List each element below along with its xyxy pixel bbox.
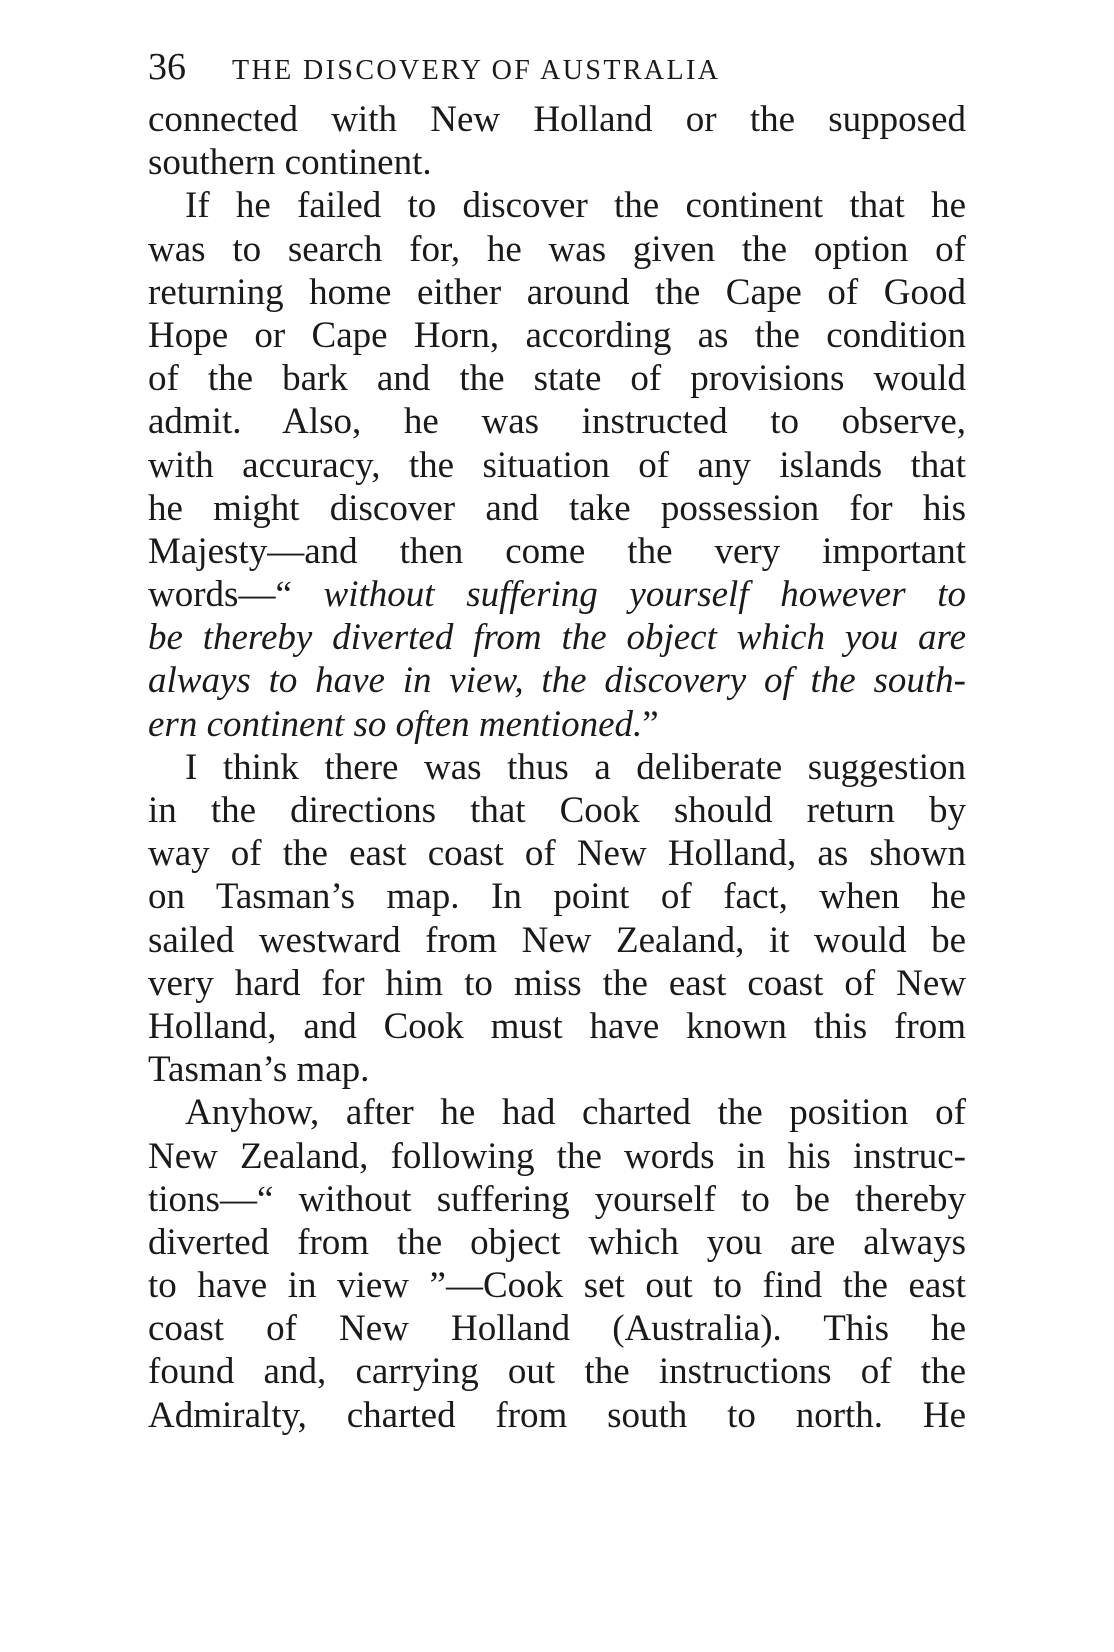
text-line: Hope or Cape Horn, according as the condition	[148, 314, 966, 356]
text-line: Tasman’s map.	[148, 1049, 370, 1091]
text-line: admit. Also, he was instructed to observe,	[148, 401, 966, 443]
text-line: he might discover and take possession for his	[148, 487, 966, 529]
text-line: sailed westward from New Zealand, it would be	[148, 919, 966, 961]
text-line: found and, carrying out the instructions of the	[148, 1351, 966, 1393]
text-line: tions—“ without suffering yourself to be thereby	[148, 1178, 966, 1220]
text-line	[148, 703, 966, 746]
text-line: I think there was thus a deliberate suggestion	[185, 746, 966, 788]
text-line: coast of New Holland (Australia). This he	[148, 1308, 966, 1350]
text-line: southern continent.	[148, 142, 432, 184]
text-line: Majesty—and then come the very important	[148, 530, 966, 572]
text-line: diverted from the object which you are always	[148, 1221, 966, 1263]
text-line: in the directions that Cook should return by	[148, 790, 966, 831]
body-text	[148, 98, 966, 1437]
text-line	[148, 573, 966, 616]
page-header	[148, 46, 966, 98]
text-line: way of the east coast of New Holland, as shown	[148, 833, 966, 875]
text-line: Holland, and Cook must have known this from	[148, 1005, 966, 1047]
italic-quote: ern continent so often mentioned.	[148, 703, 643, 745]
text-line: of the bark and the state of provisions would	[148, 358, 966, 400]
text-line: Anyhow, after he had charted the position of	[185, 1092, 966, 1134]
page-number: 36	[148, 46, 186, 88]
closing-quote: ”	[642, 703, 659, 745]
book-page	[148, 46, 966, 1437]
text-line: Admiralty, charted from south to north. He	[148, 1394, 966, 1436]
italic-quote-line: be thereby diverted from the object which you are	[148, 617, 966, 659]
text-fragment: words—“	[148, 574, 292, 616]
running-title: THE DISCOVERY OF AUSTRALIA	[232, 55, 721, 86]
text-line: connected with New Holland or the supposed	[148, 99, 966, 140]
text-line: with accuracy, the situation of any islands that	[148, 444, 966, 486]
text-line: New Zealand, following the words in his instruc-	[148, 1135, 966, 1177]
text-line: was to search for, he was given the option of	[148, 228, 966, 270]
text-line: If he failed to discover the continent that he	[185, 185, 966, 227]
text-line: on Tasman’s map. In point of fact, when he	[148, 876, 966, 918]
text-line: to have in view ”—Cook set out to find the east	[148, 1265, 966, 1307]
text-line: returning home either around the Cape of Good	[148, 271, 966, 313]
italic-quote-line: always to have in view, the discovery of the south-	[148, 660, 966, 702]
italic-quote: without suffering yourself however to	[323, 574, 967, 616]
text-line: very hard for him to miss the east coast of New	[148, 962, 966, 1004]
